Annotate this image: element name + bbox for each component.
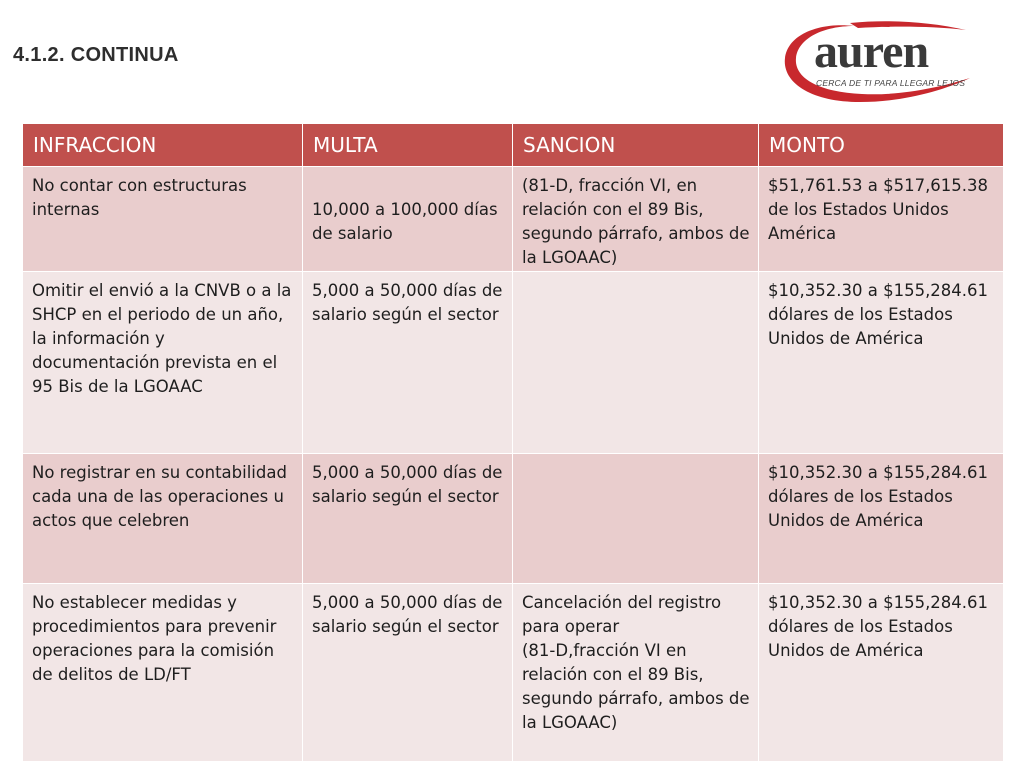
cell-infraccion: No registrar en su contabilidad cada una de las operaciones u actos que celebren xyxy=(23,454,303,584)
sancion-paragraph: (81-D,fracción VI en relación con el 89 Bis, segundo párrafo, ambos de la LGOAAC) xyxy=(522,641,750,732)
cell-multa: 5,000 a 50,000 días de salario según el sector xyxy=(303,584,513,762)
cell-sancion xyxy=(513,272,759,454)
cell-infraccion: No contar con estructuras internas xyxy=(23,167,303,272)
cell-monto: $10,352.30 a $155,284.61 dólares de los Estados Unidos de América xyxy=(759,584,1004,762)
cell-infraccion: No establecer medidas y procedimientos para prevenir operaciones para la comisión de delitos de LD/FT xyxy=(23,584,303,762)
table-header-row xyxy=(23,124,1004,167)
logo-wordmark: auren xyxy=(814,25,929,78)
table-row xyxy=(23,272,1004,454)
auren-logo xyxy=(780,18,980,108)
table-row xyxy=(23,167,1004,272)
infractions-table xyxy=(22,123,1004,762)
cell-sancion xyxy=(513,584,759,762)
table-row xyxy=(23,584,1004,762)
header-infraccion: INFRACCION xyxy=(23,124,303,167)
cell-multa: 5,000 a 50,000 días de salario según el sector xyxy=(303,454,513,584)
header-sancion: SANCION xyxy=(513,124,759,167)
cell-monto: $10,352.30 a $155,284.61 dólares de los Estados Unidos de América xyxy=(759,454,1004,584)
cell-multa: 10,000 a 100,000 días de salario xyxy=(303,167,513,272)
slide-heading: 4.1.2. CONTINUA xyxy=(13,44,179,66)
logo-tagline: CERCA DE TI PARA LLEGAR LEJOS xyxy=(816,78,966,88)
cell-sancion: (81-D, fracción VI, en relación con el 89 Bis, segundo párrafo, ambos de la LGOAAC) xyxy=(513,167,759,272)
sancion-paragraph: Cancelación del registro para operar xyxy=(522,593,722,636)
header-monto: MONTO xyxy=(759,124,1004,167)
cell-infraccion: Omitir el envió a la CNVB o a la SHCP en el periodo de un año, la información y documentación prevista en el 95 Bis de la LGOAAC xyxy=(23,272,303,454)
table-row xyxy=(23,454,1004,584)
cell-multa: 5,000 a 50,000 días de salario según el sector xyxy=(303,272,513,454)
cell-monto: $51,761.53 a $517,615.38 de los Estados Unidos América xyxy=(759,167,1004,272)
cell-monto: $10,352.30 a $155,284.61 dólares de los Estados Unidos de América xyxy=(759,272,1004,454)
header-multa: MULTA xyxy=(303,124,513,167)
cell-sancion xyxy=(513,454,759,584)
